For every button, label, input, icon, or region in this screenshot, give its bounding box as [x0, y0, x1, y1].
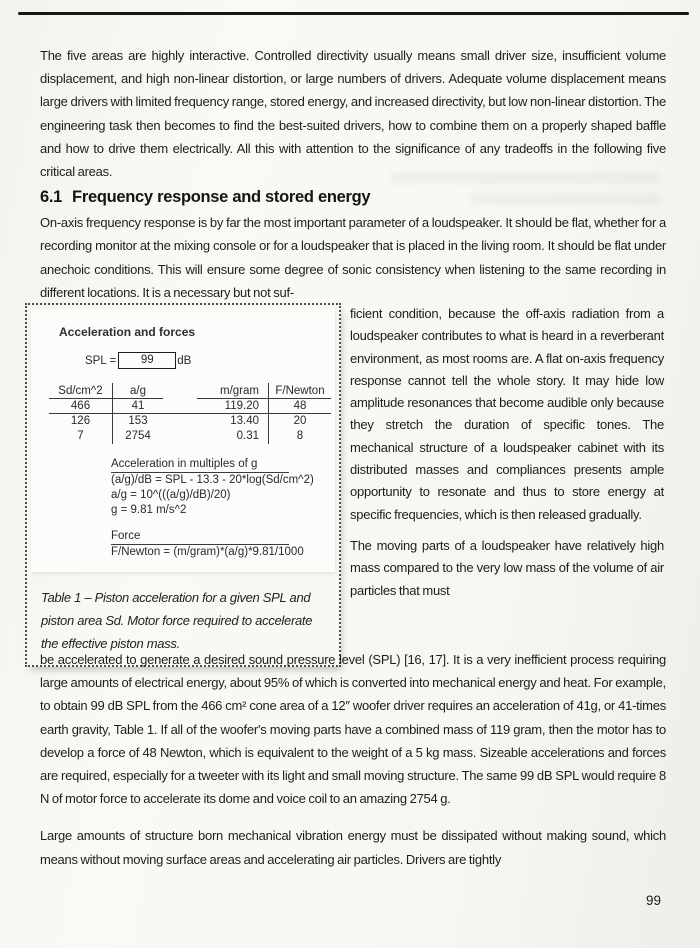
- figure-and-wrap-band: [25, 303, 666, 667]
- table-cell: 2754: [125, 430, 151, 442]
- spreadsheet-figure: [31, 309, 335, 572]
- table-cell: 119.20: [197, 399, 269, 414]
- force-formula-title: Force: [111, 529, 289, 545]
- section-number: 6.1: [40, 188, 63, 207]
- wrap-paragraph-a: ficient condition, because the off-axis radiation from a loudspeaker contributes to what is heard in a reverberant environment, as most rooms are. A flat on-axis frequency response cannot tell the whole story. It may hide low amplitude resonances that become audible only because they stretch the duration of specific tones. The mechanical structure of a loudspeaker cabinet with its distributed masses and compliances presents ample opportunity to resonate and thus to store energy at specific frequencies, which is then released gradually.: [350, 306, 664, 522]
- wrapped-text-column: [350, 303, 664, 602]
- section-title: Frequency response and stored energy: [72, 188, 371, 207]
- formula-block: [111, 457, 331, 560]
- page-top-rule: [18, 12, 689, 15]
- table-cell: 126: [49, 414, 113, 429]
- table1-figure-box: [25, 303, 341, 667]
- formula-line: a/g = 10^(((a/g)/dB)/20): [111, 489, 231, 501]
- table-cell: 13.40: [197, 414, 269, 429]
- table-spacer: [163, 399, 197, 414]
- table-header: Sd/cm^2: [49, 383, 113, 399]
- table-spacer: [163, 383, 197, 399]
- table-header: m/gram: [197, 383, 269, 399]
- continue-paragraph: be accelerated to generate a desired sound pressure level (SPL) [16, 17]. It is a very inefficient process requiring large amounts of electrical energy, about 95% of which is converted into mechanical energy and heat. For example, to obtain 99 dB SPL from the 466 cm² cone area of a 12″ woofer driver requires an acceleration of 41g, or 41-times earth gravity, Table 1. If all of the woofer's moving parts have a combined mass of 119 gram, then the motor has to develop a force of 48 Newton, which is equivalent to the weight of a 5 kg mass. Sizeable accelerations and forces are required, especially for a tweeter with its light and small moving structure. The same 99 dB SPL would require 8 N of motor force to accelerate its dome and voice coil to an amazing 2754 g.: [40, 652, 666, 807]
- spl-unit-label: dB: [177, 354, 192, 367]
- onaxis-paragraph: On-axis frequency response is by far the most important parameter of a loudspeaker. It should be flat, whether for a recording monitor at the mixing console or for a loudspeaker that is placed in the living room. It should be flat under anechoic conditions. This will ensure some degree of sonic consistency when listening to the same recording in different locations. It is a necessary but not suf-: [40, 215, 666, 300]
- section-heading: [40, 188, 666, 207]
- formula-spacer: [111, 518, 331, 529]
- table-cell: 466: [49, 399, 113, 414]
- table-cell: 8: [296, 430, 304, 442]
- table-spacer: [163, 429, 197, 444]
- table-cell: 153: [128, 415, 148, 427]
- formula-line: g = 9.81 m/s^2: [111, 504, 187, 516]
- table-cell: 0.31: [197, 429, 269, 444]
- bottom-text-block: [40, 648, 666, 871]
- figure-title: Acceleration and forces: [59, 325, 196, 339]
- wrap-paragraph-b: The moving parts of a loudspeaker have relatively high mass compared to the very low mass of the volume of air particles that must: [350, 537, 664, 598]
- acceleration-table: [49, 383, 331, 444]
- formula-line: F/Newton = (m/gram)*(a/g)*9.81/1000: [111, 546, 304, 558]
- page-number: 99: [646, 893, 662, 908]
- spl-input-row: [85, 352, 331, 369]
- spl-value-field: 99: [118, 352, 176, 369]
- table-header: a/g: [113, 383, 163, 399]
- last-paragraph: Large amounts of structure born mechanical vibration energy must be dissipated without making sound, which means without moving surface areas and accelerating air particles. Drivers are tightly: [40, 828, 666, 867]
- table-header: F/Newton: [269, 383, 331, 399]
- table-spacer: [163, 414, 197, 429]
- table-cell: 48: [269, 399, 331, 414]
- table-cell: 7: [49, 429, 113, 444]
- table-cell: 41: [113, 399, 163, 414]
- formula-line: (a/g)/dB = SPL - 13.3 - 20*log(Sd/cm^2): [111, 474, 314, 486]
- top-text-block: [40, 44, 666, 304]
- intro-paragraph: The five areas are highly interactive. Controlled directivity usually means small driver size, insufficient volume displacement, and high non-linear distortion, or large numbers of drivers. Adequate volume displacement means large drivers with limited frequency range, stored energy, and increased directivity, but low non-linear distortion. The engineering task then becomes to find the best-suited drivers, how to combine them on a properly shaped baffle and how to drive them electrically. All this with attention to the significance of any tradeoffs in the following five critical areas.: [40, 48, 666, 180]
- table-cell: 20: [293, 415, 307, 427]
- spl-label: SPL =: [85, 354, 117, 367]
- table1-caption: Table 1 – Piston acceleration for a given SPL and piston area Sd. Motor force required to accelerate the effective piston mass.: [41, 590, 313, 651]
- acceleration-formula-title: Acceleration in multiples of g: [111, 457, 289, 473]
